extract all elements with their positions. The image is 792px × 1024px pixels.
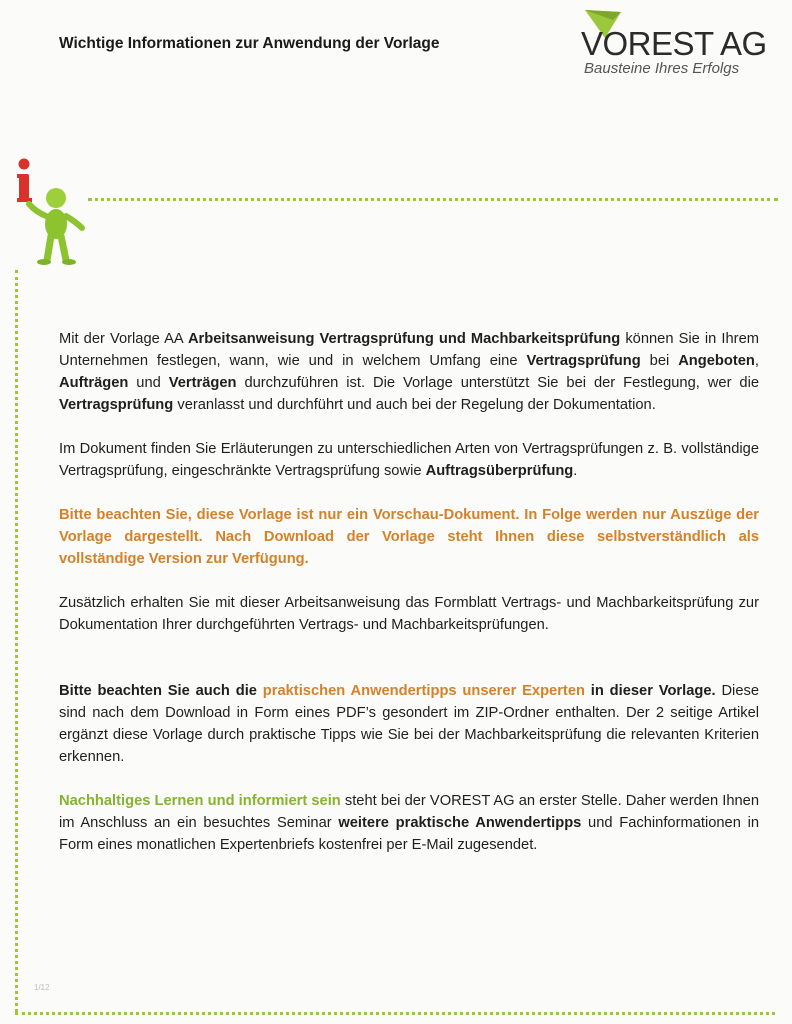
bold-text: Angeboten — [678, 353, 755, 369]
bold-text: in dieser Vorlage. — [584, 683, 716, 699]
highlight-text: praktischen Anwendertipps unserer Experten — [262, 683, 585, 699]
paragraph-preview-notice: Bitte beachten Sie, diese Vorlage ist nur ein Vorschau-Dokument. In Folge werden nur Auszüge der Vorlage dargestellt. Nach Download der Vorlage steht Ihnen diese selbstverständlich als vollständige Version zur Verfügung. — [59, 507, 759, 567]
text: können Sie in Ihrem Unternehmen festlegen, wann, wie und in welchem Umfang eine — [59, 331, 759, 369]
info-i-figure-icon — [14, 156, 89, 268]
paragraph-learning — [59, 790, 759, 856]
text: Mit der Vorlage AA — [59, 331, 188, 347]
text: Im Dokument finden Sie Erläuterungen zu unterschiedlichen Arten von Vertragsprüfungen z. B. vollständige Vertragsprüfung, eingeschränkte Vertragsprüfung sowie — [59, 441, 759, 479]
text: , — [754, 353, 759, 369]
left-dotted-divider — [15, 270, 18, 1012]
logo-tagline: Bausteine Ihres Erfolgs — [584, 60, 740, 77]
text: steht bei der VOREST AG an erster Stelle. Daher werden Ihnen im Anschluss an ein besuchtes Seminar — [59, 793, 759, 831]
bottom-dotted-divider — [15, 1012, 775, 1015]
page-title: Wichtige Informationen zur Anwendung der Vorlage — [59, 35, 440, 52]
page-number: 1/12 — [34, 983, 50, 992]
bold-text: Bitte beachten Sie auch die — [59, 683, 263, 699]
text: . — [573, 463, 578, 479]
paragraph-additional: Zusätzlich erhalten Sie mit dieser Arbeitsanweisung das Formblatt Vertrags- und Machbarkeitsprüfung zur Dokumentation Ihrer durchgeführten Vertrags- und Machbarkeitsprüfungen. — [59, 595, 759, 633]
text: durchzuführen ist. Die Vorlage unterstützt Sie bei der Festlegung, wer die — [236, 375, 759, 391]
paragraph-intro — [59, 328, 759, 416]
bold-text: Aufträgen — [59, 375, 129, 391]
top-dotted-divider — [88, 198, 778, 201]
bold-text: Auftragsüberprüfung — [425, 463, 574, 479]
bold-text: Vertragsprüfung — [59, 397, 174, 413]
bold-text: Arbeitsanweisung Vertragsprüfung und Machbarkeitsprüfung — [187, 331, 621, 347]
text: veranlasst und durchführt und auch bei der Regelung der Dokumentation. — [173, 397, 656, 413]
bold-text: Verträgen — [168, 375, 237, 391]
text: Diese sind nach dem Download in Form eines PDF’s gesondert im ZIP-Ordner enthalten. Der 2 seitige Artikel ergänzt diese Vorlage durch praktische Tipps wie Sie bei der Machbarkeitsprüfung die relevanten Kriterien erkennen. — [59, 683, 759, 765]
paragraph-tips — [59, 680, 759, 768]
company-logo — [578, 8, 768, 83]
paragraph-types — [59, 438, 759, 482]
text: und — [128, 375, 169, 391]
bold-text: Vertragsprüfung — [526, 353, 641, 369]
bold-text: weitere praktische Anwendertipps — [338, 815, 582, 831]
logo-name: VOREST AG — [581, 25, 767, 62]
text: bei — [640, 353, 679, 369]
text: und Fachinformationen in Form eines monatlichen Expertenbriefs kostenfrei per E-Mail zugesendet. — [59, 815, 760, 853]
document-body — [59, 328, 759, 856]
highlight-text: Nachhaltiges Lernen und informiert sein — [59, 793, 341, 809]
